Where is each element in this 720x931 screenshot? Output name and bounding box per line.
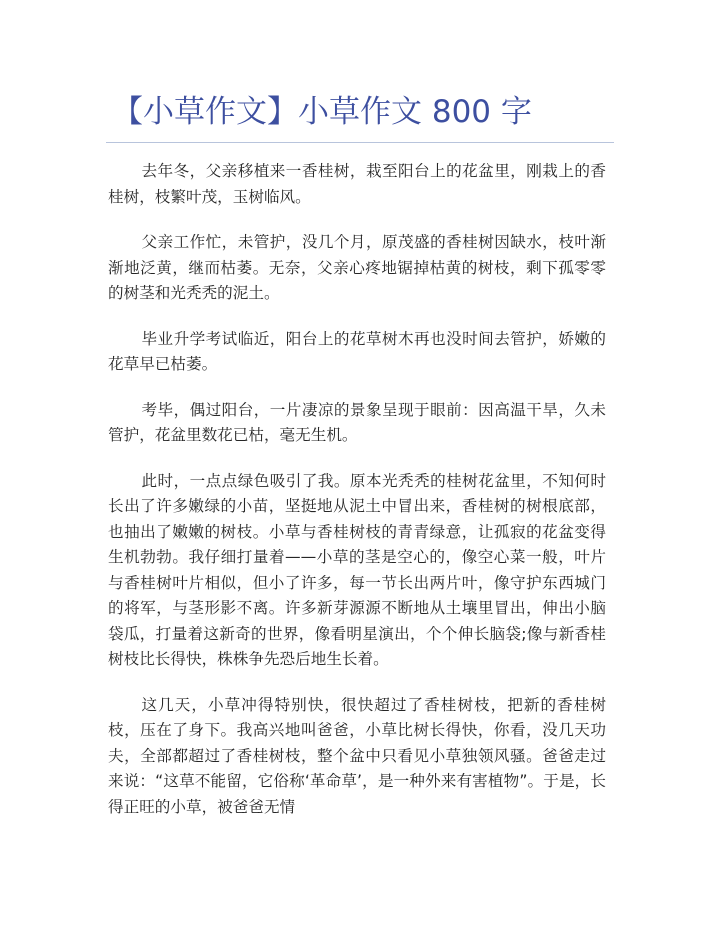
paragraph-2: 父亲工作忙，未管护，没几个月，原茂盛的香桂树因缺水，枝叶渐渐地泛黄，继而枯萎。无奈，父亲心疼地锯掉枯黄的树枝，剩下孤零零的树茎和光秃秃的泥土。	[108, 233, 606, 302]
document-title: 【小草作文】小草作文 800 字	[112, 94, 532, 130]
paragraph-1: 去年冬，父亲移植来一香桂树，栽至阳台上的花盆里，刚栽上的香桂树，枝繁叶茂，玉树临风。	[108, 162, 606, 206]
document-body	[108, 159, 606, 840]
paragraph-4: 考毕，偶过阳台，一片凄凉的景象呈现于眼前：因高温干旱，久未管护，花盆里数花已枯，毫无生机。	[108, 400, 606, 444]
paragraph-5: 此时，一点点绿色吸引了我。原本光秃秃的桂树花盆里，不知何时长出了许多嫩绿的小苗，坚挺地从泥土中冒出来，香桂树的树根底部，也抽出了嫩嫩的树枝。小草与香桂树枝的青青绿意，让孤寂的花盆变得生机勃勃。我仔细打量着——小草的茎是空心的，像空心菜一般，叶片与香桂树叶片相似，但小了许多，每一节长出两片叶，像守护东西城门的将军，与茎形影不离。许多新芽源源不断地从土壤里冒出，伸出小脑袋瓜，打量着这新奇的世界，像看明星演出，个个伸长脑袋;像与新香桂树枝比长得快，株株争先恐后地生长着。	[108, 471, 606, 668]
paragraph-6: 这几天，小草冲得特别快，很快超过了香桂树枝，把新的香桂树枝，压在了身下。我高兴地叫爸爸，小草比树长得快，你看，没几天功夫，全部都超过了香桂树枝，整个盆中只看见小草独领风骚。爸爸走过来说：“这草不能留，它俗称‘革命草’，是一种外来有害植物”。于是，长得正旺的小草，被爸爸无情	[108, 695, 606, 816]
title-divider	[106, 142, 614, 143]
paragraph-3: 毕业升学考试临近，阳台上的花草树木再也没时间去管护，娇嫩的花草早已枯萎。	[108, 329, 606, 373]
